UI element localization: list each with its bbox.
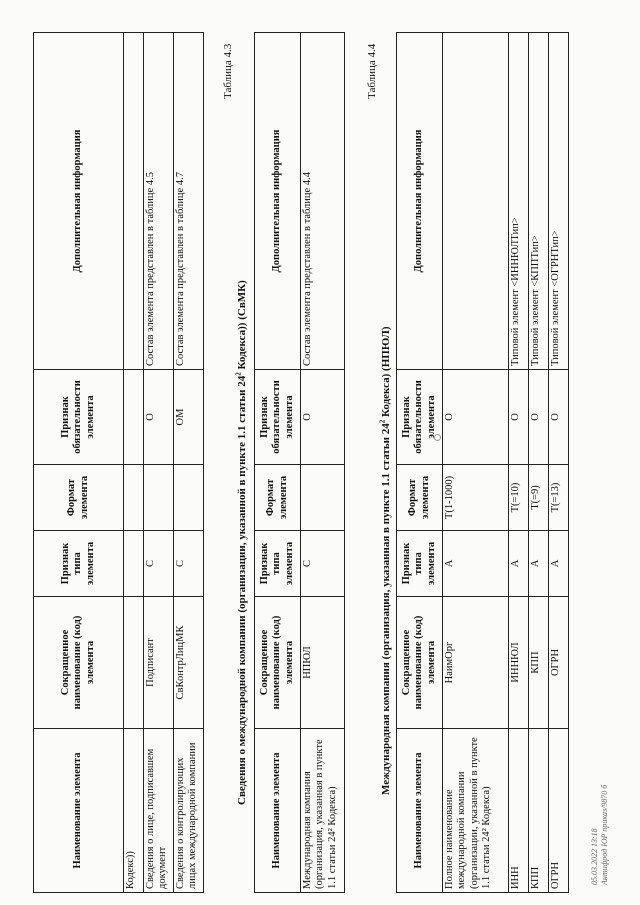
cell-info: Состав элемента представлен в таблице 4.4 xyxy=(301,33,345,370)
cell-type: А xyxy=(549,531,569,597)
header-row xyxy=(397,33,443,893)
cell-type: С xyxy=(301,531,345,597)
header-format: Формат элемента xyxy=(397,465,443,531)
cell-info xyxy=(443,33,509,370)
cell-name: Сведения о контролирующих лицах международной компании xyxy=(174,729,204,893)
table-4-4-label: Таблица 4.4 xyxy=(366,43,378,99)
stamp-line-1: 05.03.2022 13:18 xyxy=(590,828,599,885)
cell-required: О xyxy=(549,370,569,465)
cell-info: Типовой элемент <ИННЮЛТип> xyxy=(509,33,529,370)
cell-format: T(1-1000) xyxy=(443,465,509,531)
cell-required: О xyxy=(529,370,549,465)
header-name: Наименование элемента xyxy=(397,729,443,893)
cell-name: Международная компания (организация, указанная в пункте 1.1 статьи 24² Кодекса) xyxy=(301,729,345,893)
table-4-3-title-end: Кодекса)) (СвМК) xyxy=(236,280,248,373)
header-short: Сокращенное наименование (код) элемента xyxy=(255,597,301,729)
header-info: Дополнительная информация xyxy=(397,33,443,370)
cell-info: Состав элемента представлен в таблице 4.7 xyxy=(174,33,204,370)
cell-required: О xyxy=(443,370,509,465)
table-4-4 xyxy=(396,32,569,893)
cell-format: T(=9) xyxy=(529,465,549,531)
cell-short: НаимОрг xyxy=(443,597,509,729)
cell-type: С xyxy=(174,531,204,597)
table-continuation xyxy=(33,32,204,893)
cell-short: ИННЮЛ xyxy=(509,597,529,729)
cell-required: О xyxy=(301,370,345,465)
header-required: Признак обязательности элемента xyxy=(397,370,443,465)
cell-info xyxy=(124,33,144,370)
table-row xyxy=(509,33,529,893)
header-name: Наименование элемента xyxy=(34,729,124,893)
table-4-4-title xyxy=(380,326,392,795)
table-4-3-label: Таблица 4.3 xyxy=(222,43,234,99)
cell-format xyxy=(174,465,204,531)
cell-name: ИНН xyxy=(509,729,529,893)
header-format: Формат элемента xyxy=(255,465,301,531)
cell-info: Типовой элемент <КППТип> xyxy=(529,33,549,370)
cell-format: T(=10) xyxy=(509,465,529,531)
table-row xyxy=(301,33,345,893)
table-row xyxy=(443,33,509,893)
header-name: Наименование элемента xyxy=(255,729,301,893)
header-type: Признак типа элемента xyxy=(34,531,124,597)
header-row xyxy=(34,33,124,893)
header-short: Сокращенное наименование (код) элемента xyxy=(397,597,443,729)
table-row xyxy=(529,33,549,893)
cell-short xyxy=(124,597,144,729)
cell-info: Состав элемента представлен в таблице 4.5 xyxy=(144,33,174,370)
cell-name: ОГРН xyxy=(549,729,569,893)
header-short: Сокращенное наименование (код) элемента xyxy=(34,597,124,729)
header-info: Дополнительная информация xyxy=(34,33,124,370)
cell-type: А xyxy=(443,531,509,597)
cell-info: Типовой элемент <ОГРНТип> xyxy=(549,33,569,370)
cell-short: Подписант xyxy=(144,597,174,729)
cell-short: НПЮЛ xyxy=(301,597,345,729)
cell-short: ОГРН xyxy=(549,597,569,729)
cell-required xyxy=(124,370,144,465)
cell-type: С xyxy=(144,531,174,597)
table-4-4-title-end: Кодекса) (НПЮЛ) xyxy=(380,326,392,420)
document-stamp xyxy=(590,785,609,885)
cell-name: Сведения о лице, подписавшем документ xyxy=(144,729,174,893)
table-row xyxy=(124,33,144,893)
cell-format xyxy=(124,465,144,531)
cell-name: КПП xyxy=(529,729,549,893)
cell-name: Полное наименование международной компании (организации, указанной в пункте 1.1 статьи 24² Кодекса) xyxy=(443,729,509,893)
cell-required: О xyxy=(509,370,529,465)
header-required: Признак обязательности элемента xyxy=(34,370,124,465)
cell-type xyxy=(124,531,144,597)
header-type: Признак типа элемента xyxy=(255,531,301,597)
header-required: Признак обязательности элемента xyxy=(255,370,301,465)
table-4-4-title-text: Международная компания (организация, указанная в пункте 1.1 статьи 24 xyxy=(380,423,392,795)
header-info: Дополнительная информация xyxy=(255,33,301,370)
cell-format: T(=13) xyxy=(549,465,569,531)
header-row xyxy=(255,33,301,893)
cell-type: А xyxy=(509,531,529,597)
cell-short: КПП xyxy=(529,597,549,729)
cell-required: ОМ xyxy=(174,370,204,465)
cell-short: СвКонтрЛицМК xyxy=(174,597,204,729)
punch-hole-mark xyxy=(434,434,441,441)
table-4-3 xyxy=(254,32,345,893)
table-4-4-title-superscript: 2 xyxy=(378,419,387,424)
header-format: Формат элемента xyxy=(34,465,124,531)
table-row xyxy=(144,33,174,893)
table-4-3-title-text: Сведения о международной компании (организации, указанной в пункте 1.1 статьи 24 xyxy=(236,375,248,805)
table-row xyxy=(174,33,204,893)
cell-name: Кодекс)) xyxy=(124,729,144,893)
cell-type: А xyxy=(529,531,549,597)
stamp-line-2: Антифрод ЮР приказ/9870 б xyxy=(599,784,609,885)
table-4-3-title xyxy=(236,280,248,805)
cell-format xyxy=(301,465,345,531)
table-4-3-title-superscript: 2 xyxy=(234,372,243,376)
cell-required: О xyxy=(144,370,174,465)
table-row xyxy=(549,33,569,893)
cell-format xyxy=(144,465,174,531)
header-type: Признак типа элемента xyxy=(397,531,443,597)
